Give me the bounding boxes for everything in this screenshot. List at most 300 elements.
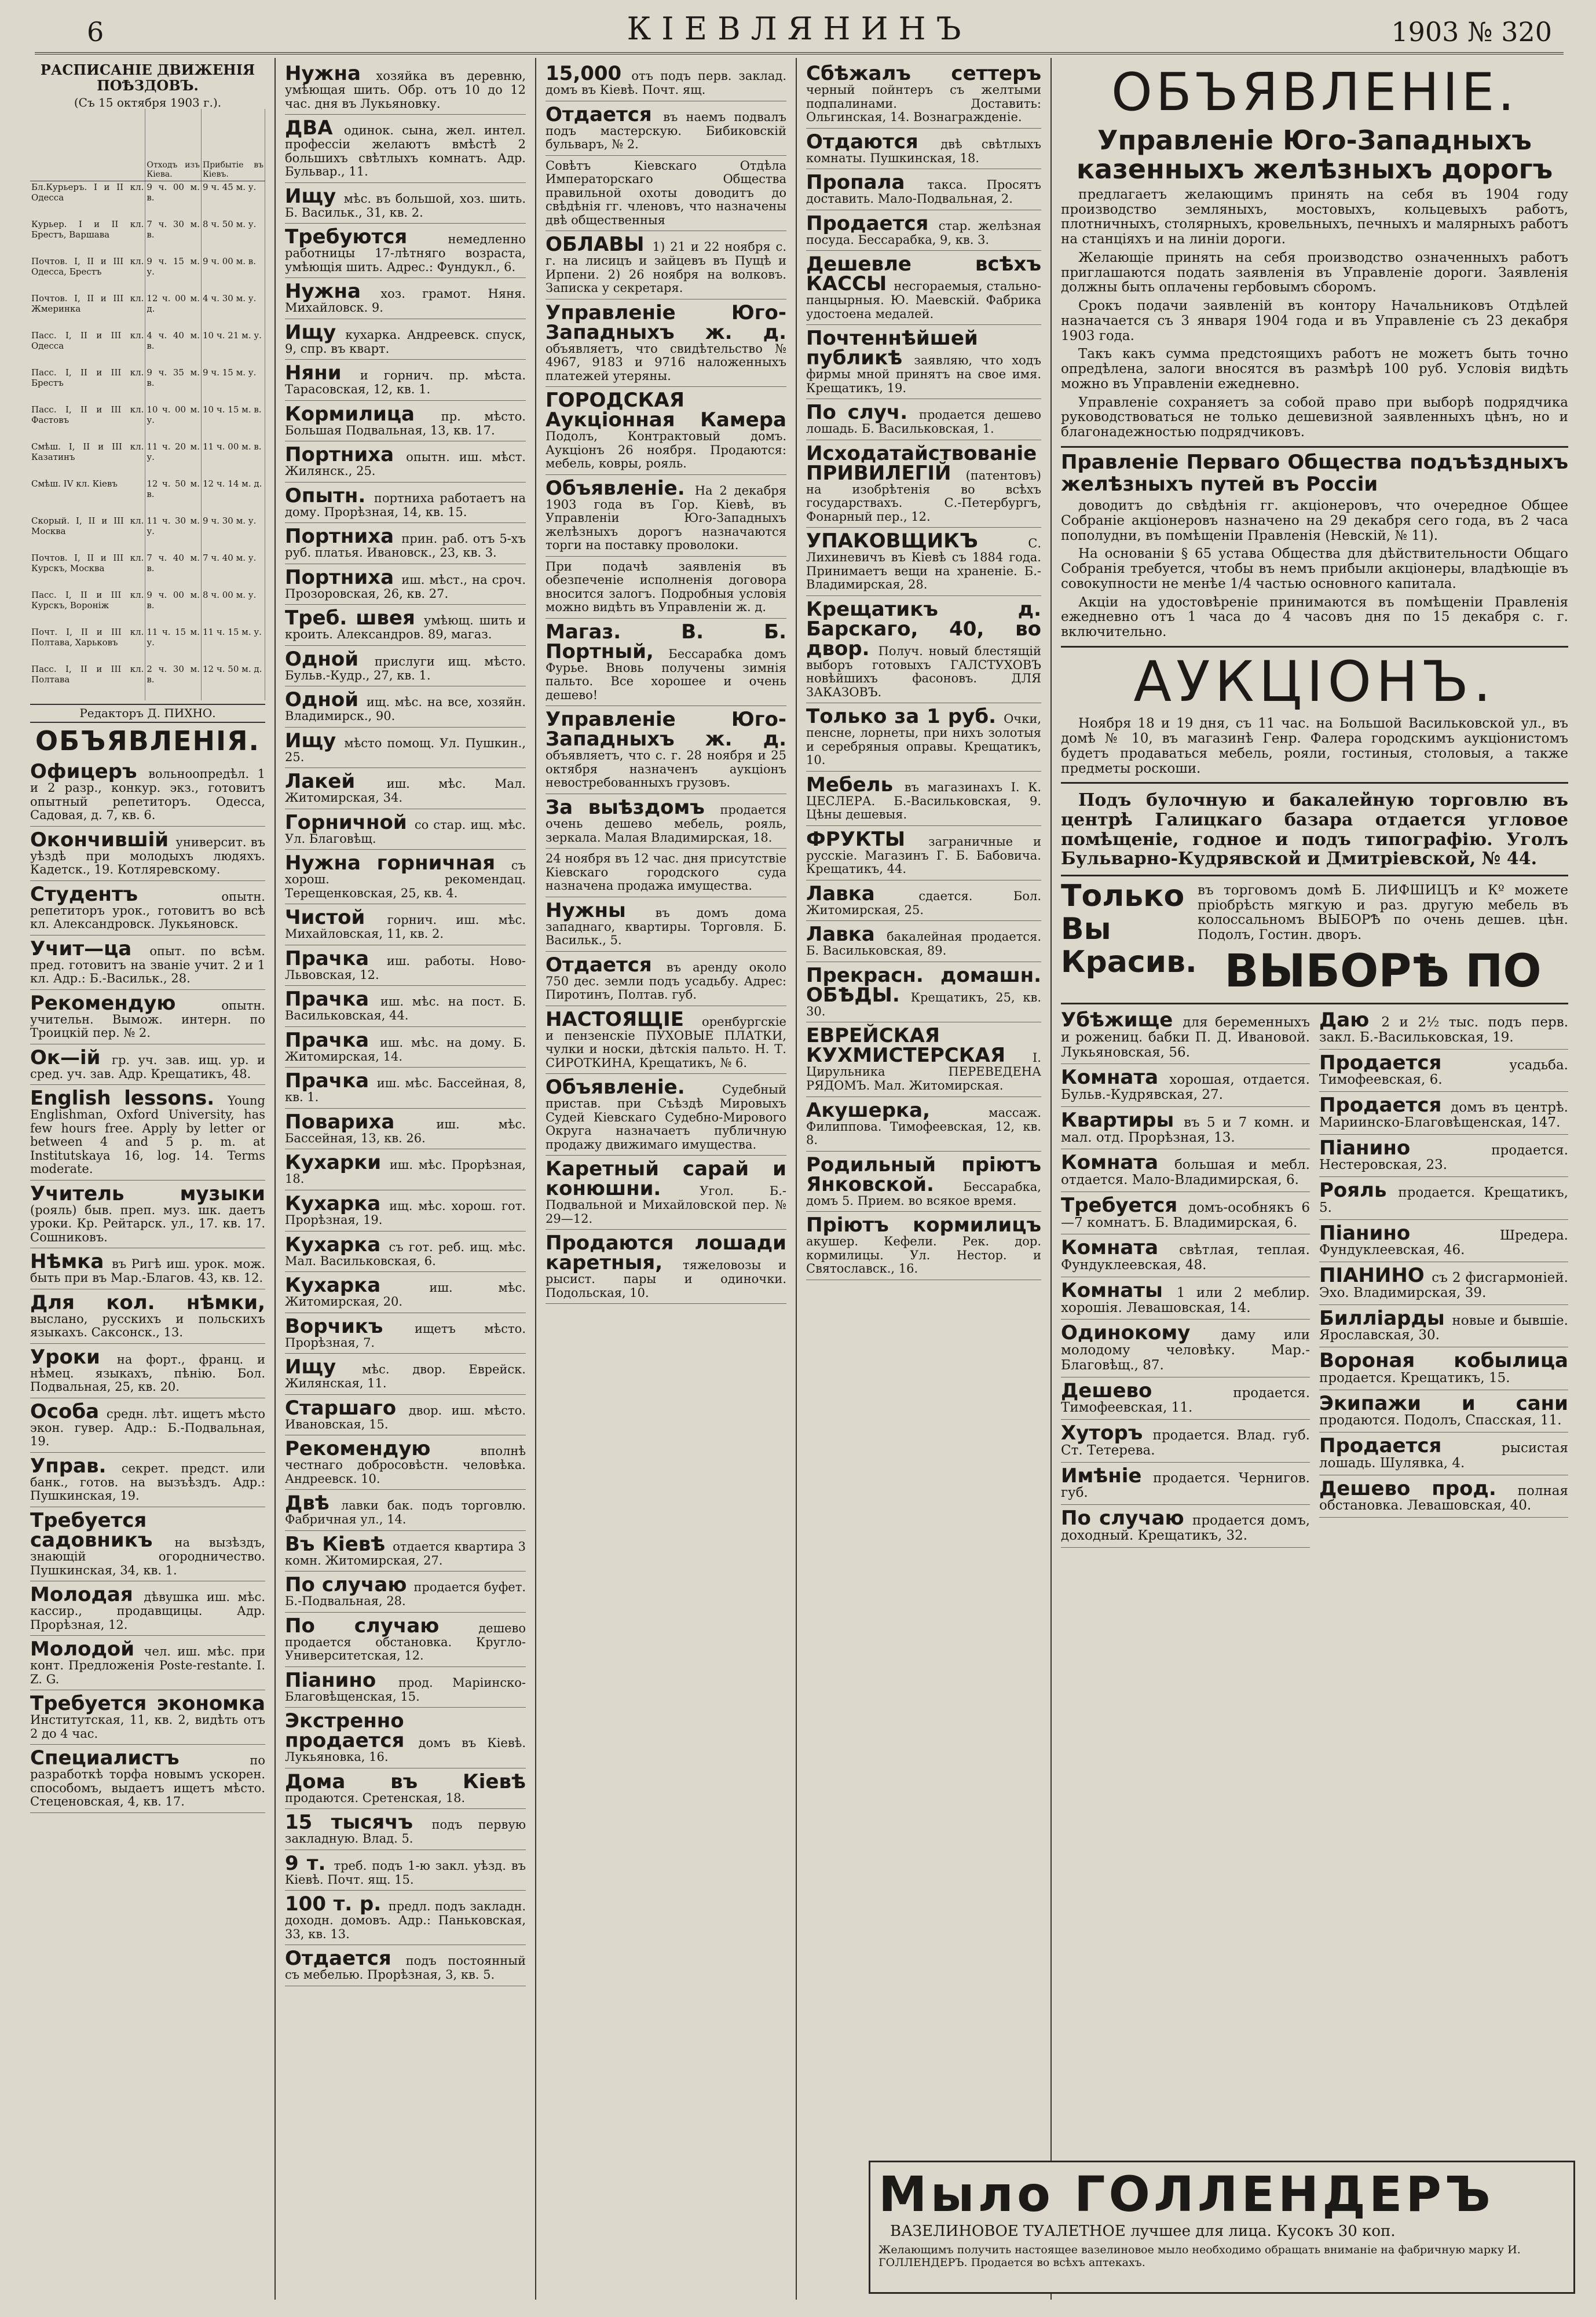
classified-ad: [30, 1691, 265, 1745]
ad-text: вполнѣ честнаго добросовѣстн. человѣка. Андреевск. 10.: [285, 1444, 526, 1486]
classified-ad: [285, 443, 526, 483]
ad-text: ищетъ мѣсто. Прорѣзная, 7.: [285, 1321, 526, 1350]
ad-headline: Квартиры: [1061, 1108, 1184, 1132]
ad-text: оренбургскіе и пензенскіе ПУХОВЫЕ ПЛАТКИ, чулки и носки, дѣтскія пальто. Н. Т. СИРОТКИНА, Крещатикъ, № 6.: [546, 1014, 786, 1070]
classified-ad: [285, 606, 526, 646]
classified-ad: [285, 1233, 526, 1273]
ad-text: несгораемыя, стально-панцырныя. Ю. Маевскій. Фабрика удостоена медалей.: [806, 279, 1042, 321]
classified-ad: [1319, 1306, 1568, 1348]
page-number: 6: [87, 16, 104, 47]
ad-text: продаются. Сретенская, 18.: [285, 1790, 466, 1805]
ad-headline: Лавка: [806, 923, 887, 946]
ad-headline: Офицеръ: [30, 760, 149, 784]
timetable-row: [30, 552, 265, 589]
ad-text: двѣ свѣтлыхъ комнаты. Пушкинская, 18.: [806, 137, 1041, 165]
timetable-cell: Скорый. I, II и III кл. Москва: [30, 515, 145, 552]
ad-headline: English lessons.: [30, 1087, 228, 1110]
timetable-cell: Почтов. I, II и III кл. Курскъ, Москва: [30, 552, 145, 589]
ad-text: въ аренду около 750 дес. земли подъ усадьбу. Адрес: Пиротинъ, Полтав. губ.: [546, 960, 786, 1002]
column-3: [539, 58, 793, 2305]
ad-headline: Отдается: [546, 103, 664, 126]
ad-headline: По случаю: [285, 1573, 414, 1597]
ad-text: двор. иш. мѣсто. Ивановская, 15.: [285, 1403, 526, 1431]
classified-ad: [285, 1314, 526, 1354]
ad-headline: Уроки: [30, 1345, 117, 1369]
ad-text: продается буфет. Б.-Подвальная, 28.: [285, 1580, 526, 1609]
classified-ad: [1061, 1321, 1310, 1377]
small-ads-grid: [1061, 1003, 1568, 1549]
ad-headline: Дешево: [1061, 1379, 1233, 1402]
classified-ad: [806, 326, 1041, 399]
ad-text: (патентовъ) на изобрѣтенія во всѣхъ государствахъ. С.-Петербургъ, Фонарный пер., 12.: [806, 468, 1041, 524]
classified-ad: [285, 1396, 526, 1436]
auction-text: Ноября 18 и 19 дня, съ 11 час. на Большой Васильковской ул., въ домѣ № 10, въ магазинѣ Генр. Фалера городскимъ аукціонистомъ будетъ продаваться мебель, рояли, гостиныя, столовыя, а также предметы роскоши.: [1061, 716, 1568, 776]
classified-ad: [1061, 1193, 1310, 1235]
classified-ad: [285, 647, 526, 687]
classified-ad: [285, 1150, 526, 1190]
classified-ad: [546, 232, 786, 299]
ad-text: Институтская, 11, кв. 2, видѣть отъ 2 до 4 час.: [30, 1713, 265, 1741]
ad-text: съ гот. реб. ищ. мѣс. Мал. Васильковская, 6.: [285, 1240, 526, 1268]
ad-text: продается. Нестеровская, 23.: [1319, 1142, 1568, 1173]
auction-announcement: [1061, 646, 1568, 777]
classified-ad: [1319, 1093, 1568, 1135]
classified-ad: [546, 1075, 786, 1156]
classified-ad: [1061, 1379, 1310, 1420]
classified-ad: [285, 1709, 526, 1768]
classified-ad: [30, 828, 265, 881]
ad-headline: Управленіе Юго-Западныхъ ж. д.: [546, 301, 786, 344]
ad-text: хорошая, отдается. Бульв.-Кудрявская, 27.: [1061, 1072, 1310, 1103]
ad-text: вольноопредѣл. 1 и 2 разр., конкур. экз., готовитъ опытный репетиторъ. Одесса, Садовая, д. 7, кв. 6.: [30, 767, 265, 823]
ad-headline: Особа: [30, 1399, 107, 1423]
ad-text: ищ. мѣс. на все, хозяйн. Владимирск., 90.: [285, 695, 526, 723]
classified-ad: [285, 116, 526, 183]
classified-ad: [30, 1583, 265, 1636]
ad-text: продается. Крещатикъ, 15.: [1319, 1370, 1510, 1386]
ad-headline: Портниха: [285, 443, 407, 467]
ads-list: [285, 61, 526, 1986]
ad-text: продается очень дешево мебель, рояль, зеркала. Малая Владимирская, 18.: [546, 802, 786, 845]
ad-text: На 2 декабря 1903 года въ Гор. Кіевѣ, въ Управленіи Юго-Западныхъ желѣзныхъ дорогъ назначаются торги на поставку проволоки.: [546, 483, 786, 553]
ad-text: Бессарабка, домъ 5. Прием. во всякое время.: [806, 1179, 1041, 1208]
ad-headline: Даю: [1319, 1008, 1382, 1032]
column-rule: [535, 58, 536, 2300]
ad-text: средн. лѣт. ищетъ мѣсто экон. гувер. Адр.: Б.-Подвальная, 19.: [30, 1406, 265, 1449]
classified-ad: [30, 1249, 265, 1289]
classified-ad: [30, 1182, 265, 1249]
ad-headline: ГОРОДСКАЯ Аукціонная Камера: [546, 389, 786, 432]
ad-text: Судебный пристав. при Съѣздѣ Мировыхъ Судей Кіевскаго Судебно-Мирового Округа назначаетъ публичную продажу движимаго имущества.: [546, 1083, 786, 1152]
classified-ad: [806, 1153, 1041, 1212]
classified-ad: [30, 1508, 265, 1581]
timetable-cell: 12 ч. 50 м. в.: [145, 478, 202, 515]
ad-text: прин. раб. отъ 5-хъ руб. платья. Ивановск., 23, кв. 3.: [285, 532, 526, 560]
ad-text: умѣющ. шить и кроить. Александров. 89, магаз.: [285, 613, 526, 642]
ad-headline: Каретный сарай и конюшни.: [546, 1157, 786, 1201]
ad-headline: Только за 1 руб.: [806, 705, 1004, 729]
column-rule: [1050, 58, 1052, 2300]
ad-text: иш. мѣс. на дому. Б. Житомирская, 14.: [285, 1035, 526, 1064]
ad-text: рысистая лошадь. Шулявка, 4.: [1319, 1441, 1568, 1471]
ad-headline: Управленіе Юго-Западныхъ ж. д.: [546, 708, 786, 751]
ad-headline: Кухарки: [285, 1151, 390, 1175]
ad-headline: Прачка: [285, 946, 387, 970]
ad-headline: Піанино: [285, 1668, 398, 1692]
ad-headline: Кухарка: [285, 1192, 390, 1215]
ad-headline: Объявленіе.: [546, 476, 695, 500]
ad-headline: 15 тысячъ: [285, 1811, 432, 1834]
column-rule: [274, 58, 276, 2300]
timetable-row: [30, 293, 265, 330]
classified-ad: [1319, 1391, 1568, 1433]
ad-headline: Крещатикъ д. Барскаго, 40, во двор.: [806, 597, 1041, 660]
classified-ad: [285, 905, 526, 945]
classified-ad: [1061, 1150, 1310, 1192]
ad-text: дѣвушка иш. мѣс. кассир., продавщицы. Адр. Прорѣзная, 12.: [30, 1590, 265, 1632]
ad-text: І. Цирульника ПЕРЕВЕДЕНА РЯДОМЪ. Мал. Житомирская.: [806, 1051, 1041, 1092]
announcement-paragraph: Срокъ подачи заявленій въ контору Начальниковъ Отдѣлей назначается съ 3 января 1904 года и въ Управленіе съ 23 декабря 1903 года.: [1061, 298, 1568, 343]
timetable-cell: Пасс. I, II и III кл. Курскъ, Вороніж: [30, 589, 145, 626]
ad-text: иш. мѣс. Бассейная, 8, кв. 1.: [285, 1076, 526, 1105]
furniture-ad-text: въ торговомъ домѣ Б. ЛИФШИЦЪ и Кº можете пріобрѣсть мягкую и раз. другую мебель въ колоссальномъ ВЫБОРѢ по очень дешев. цѣн. Подолъ, Гостин. дворъ.: [1198, 882, 1568, 943]
classified-ad: [285, 1851, 526, 1891]
timetable-cell: 9 ч. 00 м. в.: [201, 255, 265, 293]
ad-text: При подачѣ заявленія въ обезпеченіе исполненія договора вносится залогъ. Подробныя условія можно видѣть въ Управленіи ж. д.: [546, 559, 786, 615]
ad-text: Угол. Б.-Подвальной и Михайловской пер. № 29—12.: [546, 1184, 786, 1226]
classified-ad: [1319, 1221, 1568, 1263]
ad-headline: Мебель: [806, 773, 905, 796]
ad-headline: По случаю: [285, 1614, 479, 1638]
classified-ad: [285, 1355, 526, 1395]
issue-number: 1903 № 320: [1391, 16, 1552, 47]
ad-text: прод. Маріинско-Благовѣщенская, 15.: [285, 1675, 526, 1704]
timetable-cell: Почтов. I, II и III кл. Одесса, Брестъ: [30, 255, 145, 293]
ad-headline: Кухарка: [285, 1274, 430, 1298]
shop-rent-ad: [1061, 782, 1568, 868]
ad-text: продается дешево лошадь. Б. Васильковская, 1.: [806, 408, 1042, 436]
ad-headline: Рекомендую: [285, 1437, 481, 1461]
ad-text: пр. мѣсто. Большая Подвальная, 13, кв. 17.: [285, 409, 526, 437]
timetable-cell: Пасс. I, II и III кл. Фастовъ: [30, 404, 145, 441]
ad-text: опытн. учительн. Вымож. интерн. по Троицкій пер. № 2.: [30, 998, 265, 1040]
classified-ad: [285, 729, 526, 769]
timetable-row: [30, 589, 265, 626]
ad-headline: Комната: [1061, 1066, 1170, 1090]
ad-text: мѣс. въ большой, хоз. шить. Б. Васильк., 31, кв. 2.: [285, 191, 526, 220]
auction-title: АУКЦІОНЪ.: [1133, 649, 1496, 714]
timetable-cell: Пасс. I, II и III кл. Одесса: [30, 330, 145, 367]
classified-ad: [285, 1110, 526, 1150]
ad-headline: Двѣ: [285, 1492, 341, 1515]
ad-headline: Экстренно продается: [285, 1709, 419, 1753]
ad-text: мѣсто помощ. Ул. Пушкин., 25.: [285, 736, 526, 764]
ad-text: усадьба. Тимофеевская, 6.: [1319, 1057, 1568, 1088]
classified-ad: [1319, 1477, 1568, 1518]
ad-headline: Кормилица: [285, 402, 441, 426]
ad-text: Подолъ, Контрактовый домъ. Аукціонъ 26 ноября. Продаются: мебель, ковры, рояль.: [546, 429, 786, 471]
ad-text: выслано, русскихъ и польскихъ языкахъ. Саксонск., 13.: [30, 1311, 265, 1340]
ad-text: кухарка. Андреевск. спуск, 9, спр. въ кварт.: [285, 327, 526, 356]
timetable-title: РАСПИСАНІЕ ДВИЖЕНІЯ ПОѢЗДОВЪ.: [40, 61, 255, 94]
ad-text: акушер. Кефели. Рек. дор. кормилицы. Ул. Нестор. и Святославск., 16.: [806, 1234, 1041, 1276]
classified-ad: [806, 252, 1041, 325]
ad-headline: НАСТОЯЩІЕ: [546, 1007, 702, 1031]
timetable-cell: Пасс. I, II и III кл. Брестъ: [30, 367, 145, 404]
announcement-paragraph: предлагаетъ желающимъ принять на себя въ 1904 году производство земляныхъ, мостовыхъ, кольцевыхъ работъ, плотничныхъ, столярныхъ, кровельныхъ, печныхъ и малярныхъ работъ на станціяхъ и на линіи дороги.: [1061, 187, 1568, 247]
classified-ad: [285, 225, 526, 278]
ad-headline: Лавка: [806, 882, 919, 905]
classified-ad: [30, 1637, 265, 1690]
timetable-cell: 9 ч. 15 м. у.: [145, 255, 202, 293]
timetable-cell: Бл.Курьеръ. I и II кл. Одесса: [30, 181, 145, 219]
classified-ad: [285, 987, 526, 1027]
timetable-cell: 12 ч. 00 м. д.: [145, 293, 202, 330]
ad-headline: Исходатайствованіе ПРИВИЛЕГІЙ: [806, 441, 1037, 485]
ad-headline: Комнаты: [1061, 1278, 1177, 1302]
editor-line: Редакторъ Д. ПИХНО.: [30, 704, 265, 722]
ad-text: новые и бывшіе. Ярославская, 30.: [1319, 1313, 1568, 1343]
ad-text: въ 5 и 7 комн. и мал. отд. Прорѣзная, 13.: [1061, 1114, 1310, 1145]
ad-text: и горнич. пр. мѣста. Тарасовская, 12, кв. 1.: [285, 368, 526, 397]
timetable-row: [30, 404, 265, 441]
ad-headline: Отдается: [546, 953, 667, 977]
ad-headline: 100 т. р.: [285, 1892, 389, 1916]
classified-ad: [1319, 1051, 1568, 1092]
classified-ad: [30, 1746, 265, 1813]
classified-ad: [285, 361, 526, 401]
soap-note: Желающимъ получить настоящее вазелиновое мыло необходимо обращать вниманіе на фабричную марку И. ГОЛЛЕНДЕРЪ. Продается во всѣхъ аптекахъ.: [878, 2243, 1521, 2269]
ad-text: 1) 21 и 22 ноября с. г. на лисицъ и зайцевъ въ Пущѣ и Ирпени. 2) 26 ноября на волковъ. Записка у секретаря.: [546, 240, 786, 295]
classified-ad: [285, 1069, 526, 1109]
ad-text: опытн. репетиторъ урок., готовитъ во всѣ кл. Александровск. Лукьяновск.: [30, 889, 265, 931]
ad-headline: Одной: [285, 688, 367, 712]
ad-text: 24 ноября въ 12 час. дня присутствіе Кіевскаго городского суда назначена продажа имущества.: [546, 851, 786, 893]
column-4: [799, 58, 1048, 2305]
timetable-cell: 7 ч. 40 м. у.: [201, 552, 265, 589]
ad-headline: Портниха: [285, 565, 402, 589]
railway-announcement-title: ОБЪЯВЛЕНІЕ.: [1111, 62, 1518, 123]
timetable-cell: 11 ч. 15 м. у.: [145, 626, 202, 663]
society-title: Правленіе Перваго Общества подъѣздныхъ желѣзныхъ путей въ Россіи: [1061, 450, 1568, 496]
timetable-cell: 11 ч. 20 м. у.: [145, 441, 202, 478]
ad-headline: Нужна: [285, 62, 376, 85]
column-1: [23, 58, 272, 2305]
classified-ad: [285, 769, 526, 809]
classified-ad: [1061, 1278, 1310, 1320]
classified-ad: [546, 898, 786, 952]
ad-text: Бессарабка домъ Фурье. Вновь получены зимнія пальто. Все хорошее и очень дешево!: [546, 646, 786, 702]
page-header: [35, 6, 1564, 54]
timetable-cell: 9 ч. 00 м. в.: [145, 181, 202, 219]
ad-headline: 9 т.: [285, 1851, 334, 1875]
ad-text: подъ постоянный съ мебелью. Прорѣзная, 3, кв. 5.: [285, 1954, 526, 1982]
timetable-row: [30, 478, 265, 515]
ad-headline: Экипажи и сани: [1319, 1391, 1568, 1415]
ad-text: тяжеловозы и рысист. пары и одиночки. Подольская, 10.: [546, 1258, 786, 1300]
ad-text: иш. мѣс. Прорѣзная, 18.: [285, 1158, 526, 1186]
ad-text: продается домъ, доходный. Крещатикъ, 32.: [1061, 1513, 1311, 1543]
ad-headline: Продается: [1319, 1434, 1502, 1458]
ad-headline: Нужна: [285, 280, 381, 304]
ad-headline: Пропала: [806, 171, 928, 195]
furniture-ad-big: ВЫБОРѢ ПО: [1224, 945, 1542, 997]
ad-headline: За выѣздомъ: [546, 795, 720, 819]
classified-ad: [546, 620, 786, 707]
classified-ad: [30, 937, 265, 990]
classified-ad: [285, 946, 526, 986]
ad-headline: Требуется: [1061, 1193, 1188, 1217]
ad-headline: Студентъ: [30, 882, 222, 906]
ad-text: съ хорош. рекомендац. Терещенковская, 25, кв. 4.: [285, 858, 526, 900]
timetable-cell: 10 ч. 21 м. у.: [201, 330, 265, 367]
ad-headline: Отдается: [285, 1947, 406, 1971]
ad-text: въ Ригѣ иш. урок. мож. быть при въ Мар.-Благов. 43, кв. 12.: [30, 1257, 265, 1285]
ad-headline: Нѣмка: [30, 1250, 112, 1274]
classified-ad: [285, 1573, 526, 1613]
ad-text: портниха работаетъ на дому. Прорѣзная, 14, кв. 15.: [285, 491, 526, 519]
ads-list: [546, 61, 786, 1304]
classified-ad: [285, 524, 526, 564]
timetable-cell: 7 ч. 30 м. в.: [145, 218, 202, 255]
classified-ad: [806, 704, 1041, 772]
ad-text: иш. мѣс. на пост. Б. Васильковская, 44.: [285, 995, 526, 1023]
classified-ad: [285, 1810, 526, 1850]
timetable-cell: Пасс. I, II и III кл. Полтава: [30, 663, 145, 700]
announcement-paragraph: Такъ какъ сумма предстоящихъ работъ не можетъ быть точно опредѣлена, залоги вносятся въ размѣрѣ 100 руб. Условія видѣть можно въ Управленіи ежедневно.: [1061, 346, 1568, 392]
ad-text: ищ. мѣс. хорош. гот. Прорѣзная, 19.: [285, 1198, 526, 1227]
ad-headline: Родильный пріютъ Янковской.: [806, 1153, 1041, 1196]
ad-text: съ 2 фисгармоніей. Эхо. Владимирская, 39.: [1319, 1270, 1568, 1300]
ad-headline: Піанино: [1319, 1221, 1500, 1245]
classified-ad: [285, 402, 526, 442]
ad-text: сдается. Бол. Житомирская, 25.: [806, 889, 1041, 917]
classified-ad: [806, 211, 1041, 251]
classified-ad: [806, 61, 1041, 129]
timetable-header: [30, 109, 145, 181]
masthead-title: КІЕВЛЯНИНЪ: [627, 10, 972, 47]
ad-headline: Требуется экономка: [30, 1692, 265, 1716]
classified-ad: [546, 157, 786, 232]
ad-text: хозяйка въ деревню, умѣющая шить. Обр. отъ 10 до 12 час. дня въ Лукьяновку.: [285, 69, 526, 111]
ad-text: продаются. Подолъ, Спасская, 11.: [1319, 1413, 1562, 1428]
ad-text: Крещатикъ, 25, кв. 30.: [806, 990, 1042, 1018]
ad-text: со стар. ищ. мѣс. Ул. Благовѣщ.: [285, 817, 526, 846]
ad-headline: Почтеннѣйшей публикѣ: [806, 327, 978, 370]
ad-text: хоз. грамот. Няня. Михайловск. 9.: [285, 287, 526, 315]
announcement-paragraph: Акціи на удостовѣреніе принимаются въ помѣщеніи Правленія ежедневно отъ 1 часа до 4 часовъ дня по 15 декабря с. г. включительно.: [1061, 594, 1568, 640]
timetable-row: [30, 255, 265, 293]
timetable-cell: 11 ч. 15 м. у.: [201, 626, 265, 663]
ad-text: черный пойнтеръ съ желтыми подпалинами. Доставить: Ольгинская, 14. Вознагражденіе.: [806, 83, 1041, 125]
classified-ad: [1319, 1178, 1568, 1220]
ad-headline: Рояль: [1319, 1179, 1399, 1203]
classified-ad: [806, 963, 1041, 1023]
classified-ad: [1061, 1464, 1310, 1505]
ad-headline: По случаю: [1061, 1507, 1192, 1530]
ad-headline: Дешевле всѣхъ КАССЫ: [806, 253, 1041, 296]
timetable-cell: 10 ч. 00 м. у.: [145, 404, 202, 441]
classified-ad: [1061, 1236, 1310, 1277]
ad-headline: Ок—ій: [30, 1046, 112, 1069]
timetable-cell: 11 ч. 30 м. у.: [145, 515, 202, 552]
ad-headline: Лакей: [285, 770, 387, 794]
classified-ad: [546, 850, 786, 897]
classified-ad: [30, 1086, 265, 1181]
ad-text: продается. Влад. губ. Ст. Тетерева.: [1061, 1428, 1310, 1458]
ads-list: [806, 61, 1041, 1280]
ad-text: массаж. Филиппова. Тимофеевская, 12, кв. 8.: [806, 1105, 1041, 1147]
soap-advertisement: [869, 2161, 1575, 2294]
ad-text: большая и мебл. отдается. Мало-Владимирская, 6.: [1061, 1157, 1310, 1188]
classified-ad: [30, 1399, 265, 1453]
ads-heading: ОБЪЯВЛЕНІЯ.: [35, 725, 260, 757]
ad-text: домъ-особнякъ 6—7 комнатъ. Б. Владимирская, 6.: [1061, 1200, 1310, 1230]
ad-text: продается. Крещатикъ, 5.: [1319, 1185, 1568, 1215]
ad-text: такса. Просятъ доставить. Мало-Подвальная, 2.: [806, 178, 1041, 206]
classified-ad: [285, 1770, 526, 1810]
ad-text: Шредера. Фундуклеевская, 46.: [1319, 1227, 1568, 1258]
classified-ad: [546, 476, 786, 557]
ad-text: полная обстановка. Левашовская, 40.: [1319, 1483, 1568, 1514]
announcement-paragraph: доводитъ до свѣдѣнія гг. акціонеровъ, что очередное Общее Собраніе акціонеровъ назначено на 29 декабря сего года, въ 2 часа пополудни, въ помѣщеніи Правленія (Невскій, № 11).: [1061, 498, 1568, 543]
classified-ad: [285, 851, 526, 904]
ad-headline: Билліарды: [1319, 1306, 1452, 1330]
ad-headline: Горничной: [285, 810, 415, 834]
timetable-row: [30, 663, 265, 700]
ad-text: горнич. иш. мѣс. Михайловская, 11, кв. 2.: [285, 913, 526, 941]
society-body: [1061, 499, 1568, 640]
classified-ad: [30, 1291, 265, 1344]
timetable-cell: 12 ч. 14 м. д.: [201, 478, 265, 515]
classified-ad: [546, 795, 786, 849]
ad-text: университ. въ уѣздѣ при молодыхъ людяхъ. Кадетск., 19. Котляревскому.: [30, 835, 266, 877]
ad-text: въ магазинахъ І. К. ЦЕСЛЕРА. Б.-Васильковская, 9. Цѣны дешевыя.: [806, 780, 1042, 822]
classified-ad: [546, 388, 786, 475]
classified-ad: [285, 810, 526, 850]
ad-headline: Имѣніе: [1061, 1464, 1154, 1488]
ad-headline: Требуются: [285, 225, 448, 249]
ad-headline: Одной: [285, 647, 375, 671]
classified-ad: [546, 953, 786, 1006]
classified-ad: [806, 170, 1041, 210]
ad-headline: Объявленіе.: [546, 1076, 722, 1099]
ad-headline: Пріютъ кормилицъ: [806, 1214, 1041, 1237]
ad-text: немедленно работницы 17-лѣтняго возраста, умѣющія шить. Адрес.: Фундукл., 6.: [285, 232, 526, 274]
timetable-cell: 8 ч. 00 м. у.: [201, 589, 265, 626]
timetable-subtitle: (Съ 15 октября 1903 г.).: [74, 95, 222, 109]
train-timetable: [30, 109, 265, 700]
ad-headline: Дешево прод.: [1319, 1477, 1518, 1500]
classified-ad: [806, 1024, 1041, 1097]
ads-list: [30, 759, 265, 1813]
ad-text: объявляетъ, что свидѣтельство № 4967, 9183 и 9716 наложенныхъ платежей утеряны.: [546, 341, 786, 383]
classified-ad: [1061, 1506, 1310, 1548]
ad-text: домъ въ Кіевѣ. Лукьяновка, 16.: [285, 1736, 526, 1764]
ad-text: заявляю, что ходъ фирмы мной принятъ на свое имя. Крещатикъ, 19.: [806, 353, 1041, 395]
classified-ad: [1319, 1136, 1568, 1178]
ad-headline: Ищу: [285, 184, 344, 208]
ad-text: иш. мѣст., на сроч. Прозоровская, 26, кв. 27.: [285, 572, 526, 601]
classified-ad: [30, 1454, 265, 1507]
railway-announcement-subtitle: Управленіе Юго-Западныхъ казенныхъ желѣзныхъ дорогъ: [1076, 124, 1553, 185]
classified-ad: [285, 484, 526, 524]
ad-headline: Комната: [1061, 1236, 1180, 1260]
ad-text: стар. желѣзная посуда. Бессарабка, 9, кв. 3.: [806, 218, 1041, 247]
ad-text: Получ. новый блестящій выборъ готовыхъ ГАЛСТУХОВЪ новѣйшихъ фасоновъ. ДЛЯ ЗАКАЗОВЪ.: [806, 644, 1041, 699]
classified-ad: [285, 279, 526, 319]
ad-headline: Магаз. В. Б. Портный,: [546, 620, 786, 663]
